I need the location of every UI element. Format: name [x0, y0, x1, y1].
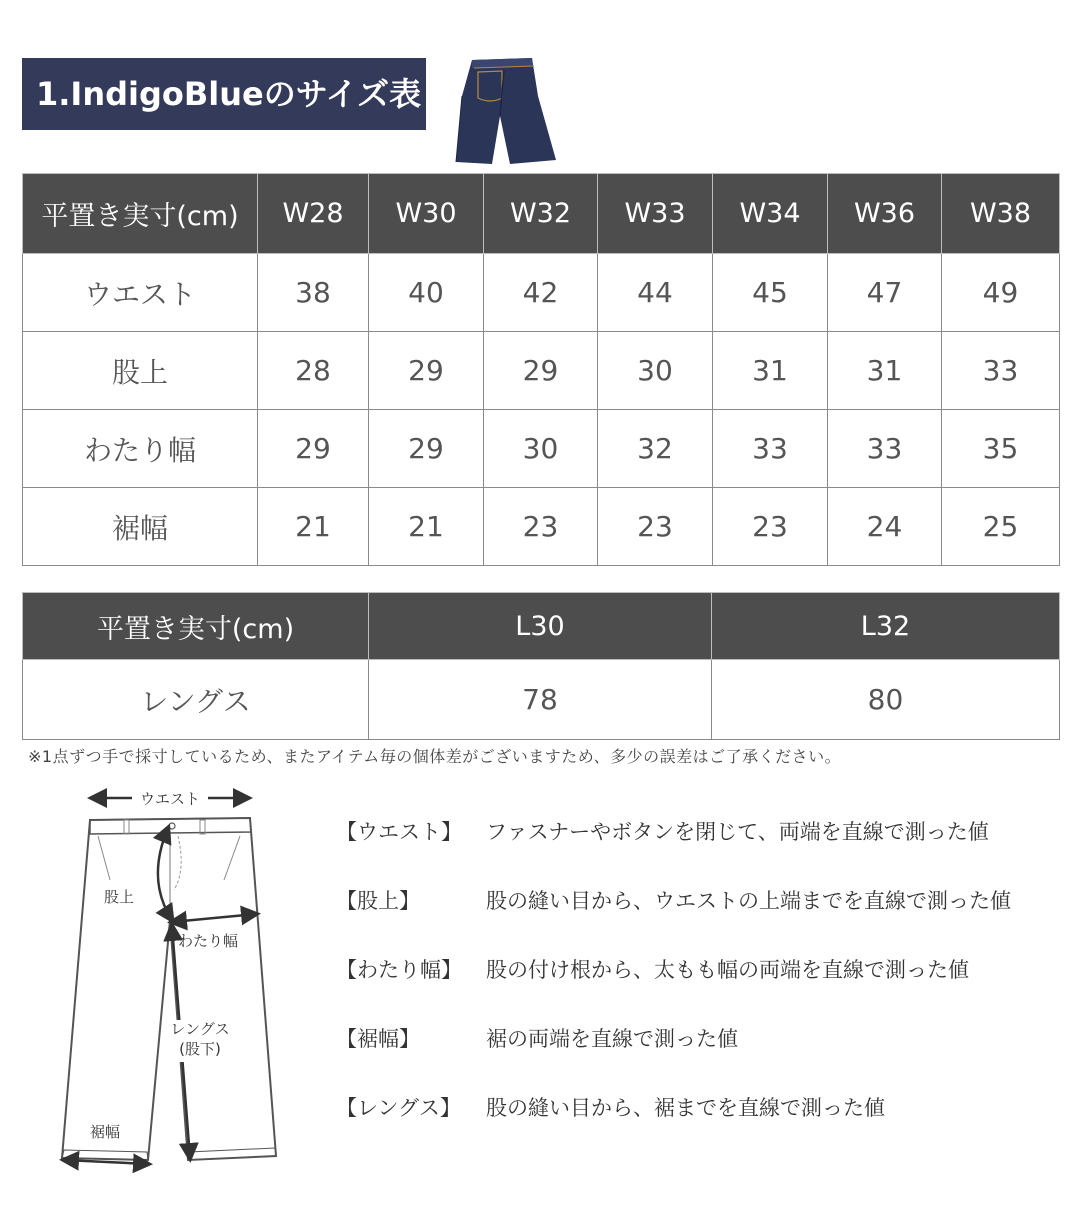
table-cell: 31	[713, 332, 828, 410]
definition-term: 【股上】	[336, 889, 420, 913]
pants-measurement-diagram	[50, 780, 290, 1180]
table-cell: 29	[369, 332, 484, 410]
header-cell: W30	[369, 174, 484, 254]
table-cell: 78	[369, 660, 712, 740]
header-cell: 平置き実寸(cm)	[23, 593, 369, 660]
diagram-label-rise: 股上	[104, 888, 135, 906]
table-cell: 33	[828, 410, 942, 488]
header-cell: W36	[828, 174, 942, 254]
table-row	[23, 410, 1060, 488]
table-cell: 29	[369, 410, 484, 488]
definition-term: 【ウエスト】	[336, 820, 462, 844]
table-cell: 49	[942, 254, 1060, 332]
page-title: 1.IndigoBlueのサイズ表	[22, 58, 426, 130]
header-cell: W32	[484, 174, 598, 254]
table-row	[23, 488, 1060, 566]
definition-term: 【裾幅】	[336, 1027, 420, 1051]
definition-term: 【わたり幅】	[336, 958, 462, 982]
table-cell: 47	[828, 254, 942, 332]
measurement-note: ※1点ずつ手で採寸しているため、またアイテム毎の個体差がございますため、多少の誤差はご了承ください。	[28, 747, 842, 766]
definition-desc: 股の縫い目から、裾までを直線で測った値	[486, 1096, 885, 1120]
table-cell: 23	[484, 488, 598, 566]
table-cell: 21	[369, 488, 484, 566]
header-cell: W38	[942, 174, 1060, 254]
table-cell: 38	[258, 254, 369, 332]
row-label: 股上	[23, 332, 258, 410]
diagram-label-waist: ウエスト	[139, 790, 201, 808]
row-label: レングス	[23, 660, 369, 740]
table-cell: 25	[942, 488, 1060, 566]
row-label: ウエスト	[23, 254, 258, 332]
definition-desc: ファスナーやボタンを閉じて、両端を直線で測った値	[486, 820, 989, 844]
diagram-label-inseam-sub: (股下)	[179, 1040, 221, 1058]
waist-size-table	[22, 173, 1060, 566]
table-cell: 21	[258, 488, 369, 566]
definition-term: 【レングス】	[336, 1096, 461, 1120]
header-cell: W33	[598, 174, 713, 254]
definition-desc: 股の縫い目から、ウエストの上端までを直線で測った値	[486, 889, 1011, 913]
table-header-row	[23, 174, 1060, 254]
diagram-label-thigh: わたり幅	[178, 932, 239, 950]
table-cell: 80	[712, 660, 1060, 740]
diagram-label-hem: 裾幅	[90, 1123, 121, 1141]
table-cell: 32	[598, 410, 713, 488]
table-cell: 40	[369, 254, 484, 332]
table-cell: 23	[713, 488, 828, 566]
definition-desc: 裾の両端を直線で測った値	[486, 1027, 738, 1051]
length-size-table	[22, 592, 1060, 740]
jeans-image	[452, 56, 558, 166]
header-cell: W34	[713, 174, 828, 254]
header-cell: L32	[712, 593, 1060, 660]
diagram-label-inseam: レングス	[170, 1020, 230, 1038]
table-cell: 28	[258, 332, 369, 410]
header-cell: W28	[258, 174, 369, 254]
table-cell: 29	[258, 410, 369, 488]
table-cell: 30	[598, 332, 713, 410]
table-header-row	[23, 593, 1060, 660]
table-cell: 33	[713, 410, 828, 488]
table-cell: 42	[484, 254, 598, 332]
table-row	[23, 254, 1060, 332]
table-cell: 45	[713, 254, 828, 332]
definition-desc: 股の付け根から、太もも幅の両端を直線で測った値	[486, 958, 969, 982]
row-label: わたり幅	[23, 410, 258, 488]
table-cell: 31	[828, 332, 942, 410]
table-cell: 23	[598, 488, 713, 566]
table-cell: 35	[942, 410, 1060, 488]
header-cell: L30	[369, 593, 712, 660]
table-cell: 30	[484, 410, 598, 488]
table-cell: 33	[942, 332, 1060, 410]
header-cell: 平置き実寸(cm)	[23, 174, 258, 254]
table-row	[23, 660, 1060, 740]
table-row	[23, 332, 1060, 410]
table-cell: 24	[828, 488, 942, 566]
table-cell: 44	[598, 254, 713, 332]
row-label: 裾幅	[23, 488, 258, 566]
table-cell: 29	[484, 332, 598, 410]
